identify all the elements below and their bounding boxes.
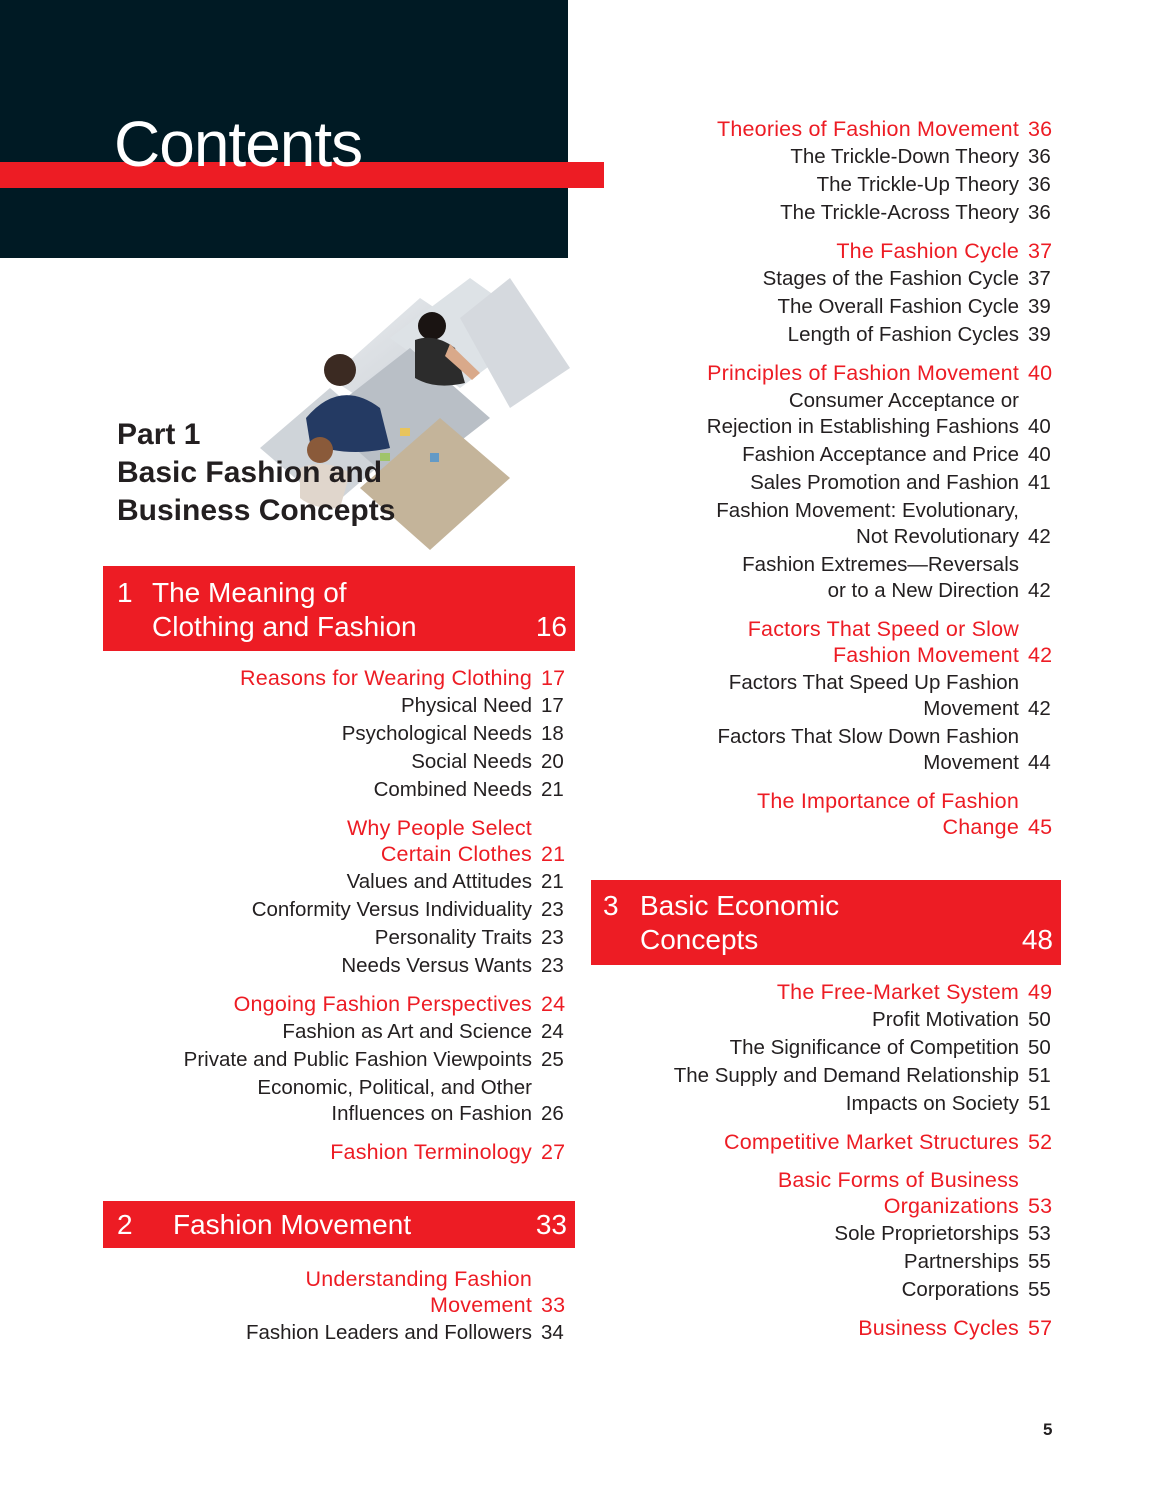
toc-entry-title: Organizations — [883, 1194, 1019, 1218]
toc-entry-title: Fashion Movement — [832, 643, 1019, 667]
toc-entry-page: 40 — [1028, 361, 1053, 385]
toc-entry-page: 25 — [541, 1048, 564, 1071]
toc-entry-title: Movement — [923, 697, 1019, 720]
toc-section-link[interactable] — [103, 991, 569, 1017]
toc-entry-title: Partnerships — [903, 1250, 1019, 1273]
toc-subsection-link[interactable] — [103, 1047, 569, 1073]
toc-subsection-link[interactable] — [590, 388, 1056, 414]
toc-subsection-link[interactable] — [590, 442, 1056, 468]
toc-entry-title: Fashion Extremes—Reversals — [742, 553, 1019, 576]
toc-entry-title: Corporations — [901, 1278, 1019, 1301]
toc-entry-page: 37 — [1028, 267, 1051, 290]
toc-entry-title: Understanding Fashion — [305, 1267, 532, 1291]
toc-entry-page: 36 — [1028, 173, 1051, 196]
toc-section-link[interactable] — [103, 815, 569, 841]
toc-subsection-link[interactable] — [103, 897, 569, 923]
toc-subsection-link[interactable] — [103, 869, 569, 895]
toc-subsection-link[interactable] — [103, 1019, 569, 1045]
toc-subsection-link[interactable] — [590, 322, 1056, 348]
toc-entry-title: Principles of Fashion Movement — [707, 361, 1019, 385]
toc-entry-title: Ongoing Fashion Perspectives — [233, 992, 532, 1016]
toc-entry-page: 42 — [1028, 643, 1053, 667]
toc-subsection-link[interactable] — [103, 693, 569, 719]
toc-entry-title: Competitive Market Structures — [724, 1130, 1019, 1154]
toc-subsection-link[interactable] — [590, 578, 1056, 604]
toc-entry-page: 27 — [541, 1140, 566, 1164]
chapter-2-continued-entries — [590, 116, 1056, 840]
toc-entry-page: 53 — [1028, 1222, 1051, 1245]
toc-section-link[interactable] — [103, 665, 569, 691]
toc-entry-page: 34 — [541, 1321, 564, 1344]
toc-subsection-link[interactable] — [590, 696, 1056, 722]
toc-entry-title: Movement — [923, 751, 1019, 774]
toc-subsection-link[interactable] — [590, 470, 1056, 496]
toc-entry-page: 42 — [1028, 525, 1051, 548]
chapter-2-bar[interactable] — [103, 1201, 575, 1248]
toc-entry-title: Psychological Needs — [341, 722, 532, 745]
toc-entry-title: Influences on Fashion — [331, 1102, 532, 1125]
toc-subsection-link[interactable] — [590, 670, 1056, 696]
toc-entry-page: 39 — [1028, 295, 1051, 318]
part-number: Part 1 — [117, 418, 201, 451]
toc-section-link[interactable] — [103, 1292, 569, 1318]
toc-entry-page: 49 — [1028, 980, 1053, 1004]
toc-entry-page: 24 — [541, 1020, 564, 1043]
toc-section-link[interactable] — [590, 238, 1056, 264]
toc-entry-page: 50 — [1028, 1008, 1051, 1031]
toc-section-link[interactable] — [590, 1193, 1056, 1219]
toc-entry-title: Change — [942, 815, 1019, 839]
toc-entry-title: Values and Attitudes — [346, 870, 532, 893]
toc-entry-title: The Trickle-Across Theory — [780, 201, 1019, 224]
toc-entry-title: Rejection in Establishing Fashions — [706, 415, 1019, 438]
toc-entry-title: Conformity Versus Individuality — [251, 898, 532, 921]
toc-subsection-link[interactable] — [103, 1101, 569, 1127]
toc-entry-page: 21 — [541, 778, 564, 801]
toc-entry-title: Movement — [430, 1293, 532, 1317]
toc-section-link[interactable] — [590, 116, 1056, 142]
toc-entry-title: Factors That Slow Down Fashion — [717, 725, 1019, 748]
toc-entry-page: 44 — [1028, 751, 1051, 774]
toc-section-link[interactable] — [590, 814, 1056, 840]
toc-entry-page: 55 — [1028, 1278, 1051, 1301]
toc-subsection-link[interactable] — [590, 724, 1056, 750]
toc-entry-page: 41 — [1028, 471, 1051, 494]
toc-section-link[interactable] — [590, 979, 1056, 1005]
page-title: Contents — [114, 108, 363, 180]
toc-subsection-link[interactable] — [590, 200, 1056, 226]
toc-entry-page: 55 — [1028, 1250, 1051, 1273]
toc-entry-title: Theories of Fashion Movement — [717, 117, 1019, 141]
toc-entry-title: Sole Proprietorships — [834, 1222, 1019, 1245]
toc-entry-title: The Importance of Fashion — [757, 789, 1019, 813]
toc-entry-title: Personality Traits — [374, 926, 532, 949]
toc-entry-title: The Trickle-Down Theory — [790, 145, 1019, 168]
toc-subsection-link[interactable] — [103, 953, 569, 979]
toc-entry-page: 23 — [541, 898, 564, 921]
toc-entry-title: The Overall Fashion Cycle — [777, 295, 1019, 318]
chapter-title-line2: Concepts — [640, 924, 759, 955]
toc-section-link[interactable] — [590, 1167, 1056, 1193]
toc-entry-page: 53 — [1028, 1194, 1053, 1218]
toc-entry-title: Profit Motivation — [872, 1008, 1019, 1031]
toc-subsection-link[interactable] — [590, 1091, 1056, 1117]
toc-entry-title: Needs Versus Wants — [341, 954, 532, 977]
toc-section-link[interactable] — [103, 841, 569, 867]
toc-entry-page: 20 — [541, 750, 564, 773]
toc-subsection-link[interactable] — [590, 414, 1056, 440]
toc-entry-title: Impacts on Society — [845, 1092, 1019, 1115]
toc-entry-title: The Significance of Competition — [729, 1036, 1019, 1059]
toc-entry-page: 45 — [1028, 815, 1053, 839]
toc-entry-page: 21 — [541, 870, 564, 893]
toc-entry-page: 21 — [541, 842, 566, 866]
toc-entry-title: Fashion Leaders and Followers — [245, 1321, 532, 1344]
toc-section-link[interactable] — [590, 360, 1056, 386]
toc-subsection-link[interactable] — [590, 552, 1056, 578]
toc-entry-title: Social Needs — [411, 750, 532, 773]
toc-entry-page: 42 — [1028, 579, 1051, 602]
toc-subsection-link[interactable] — [590, 498, 1056, 524]
toc-section-link[interactable] — [103, 1139, 569, 1165]
chapter-number: 2 — [117, 1209, 133, 1240]
chapter-2-entries — [103, 1266, 569, 1346]
toc-section-link[interactable] — [103, 1266, 569, 1292]
toc-entry-title: Fashion Acceptance and Price — [742, 443, 1019, 466]
toc-subsection-link[interactable] — [590, 144, 1056, 170]
toc-entry-page: 51 — [1028, 1064, 1051, 1087]
toc-entry-title: Fashion as Art and Science — [282, 1020, 532, 1043]
toc-entry-title: Basic Forms of Business — [777, 1168, 1019, 1192]
toc-entry-title: or to a New Direction — [827, 579, 1019, 602]
toc-entry-page: 57 — [1028, 1316, 1053, 1340]
toc-subsection-link[interactable] — [103, 1320, 569, 1346]
toc-entry-page: 36 — [1028, 117, 1053, 141]
toc-section-link[interactable] — [590, 1315, 1056, 1341]
toc-subsection-link[interactable] — [103, 721, 569, 747]
toc-entry-page: 36 — [1028, 145, 1051, 168]
toc-entry-page: 42 — [1028, 697, 1051, 720]
chapter-number: 3 — [603, 890, 619, 921]
part-heading — [117, 416, 395, 530]
chapter-3-entries — [590, 979, 1056, 1341]
toc-subsection-link[interactable] — [103, 777, 569, 803]
toc-entry-title: The Trickle-Up Theory — [816, 173, 1019, 196]
toc-subsection-link[interactable] — [590, 1221, 1056, 1247]
toc-entry-page: 36 — [1028, 201, 1051, 224]
chapter-page: 16 — [535, 611, 567, 642]
toc-subsection-link[interactable] — [590, 1249, 1056, 1275]
toc-subsection-link[interactable] — [590, 750, 1056, 776]
toc-entry-title: Sales Promotion and Fashion — [750, 471, 1019, 494]
toc-entry-page: 23 — [541, 954, 564, 977]
toc-subsection-link[interactable] — [590, 1277, 1056, 1303]
toc-entry-title: Business Cycles — [858, 1316, 1019, 1340]
toc-entry-title: Reasons for Wearing Clothing — [239, 666, 532, 690]
toc-entry-title: Not Revolutionary — [856, 525, 1019, 548]
toc-entry-title: Fashion Movement: Evolutionary, — [716, 499, 1019, 522]
toc-subsection-link[interactable] — [590, 266, 1056, 292]
toc-section-link[interactable] — [590, 642, 1056, 668]
toc-entry-page: 40 — [1028, 443, 1051, 466]
toc-subsection-link[interactable] — [590, 294, 1056, 320]
chapter-title-line1: Basic Economic — [640, 890, 840, 921]
chapter-title-line1: Fashion Movement — [173, 1209, 412, 1240]
toc-subsection-link[interactable] — [103, 1075, 569, 1101]
toc-subsection-link[interactable] — [103, 749, 569, 775]
toc-entry-page: 26 — [541, 1102, 564, 1125]
toc-entry-page: 24 — [541, 992, 566, 1016]
chapter-1-bar[interactable] — [103, 566, 575, 651]
toc-entry-page: 37 — [1028, 239, 1053, 263]
chapter-title-line1: The Meaning of — [152, 577, 347, 608]
toc-entry-title: The Supply and Demand Relationship — [673, 1064, 1019, 1087]
toc-entry-title: Length of Fashion Cycles — [787, 323, 1019, 346]
toc-entry-title: Economic, Political, and Other — [257, 1076, 532, 1099]
chapter-1-entries — [103, 665, 569, 1165]
toc-entry-page: 23 — [541, 926, 564, 949]
chapter-page: 48 — [1021, 924, 1053, 955]
toc-section-link[interactable] — [590, 616, 1056, 642]
toc-entry-page: 18 — [541, 722, 564, 745]
toc-section-link[interactable] — [590, 1129, 1056, 1155]
chapter-3-bar[interactable] — [591, 880, 1061, 965]
toc-entry-page: 33 — [541, 1293, 566, 1317]
toc-subsection-link[interactable] — [103, 925, 569, 951]
toc-entry-page: 52 — [1028, 1130, 1053, 1154]
chapter-number: 1 — [117, 577, 133, 608]
toc-subsection-link[interactable] — [590, 524, 1056, 550]
toc-entry-title: The Free-Market System — [776, 980, 1019, 1004]
toc-entry-title: Stages of the Fashion Cycle — [762, 267, 1019, 290]
toc-entry-title: Why People Select — [346, 816, 532, 840]
toc-entry-title: The Fashion Cycle — [836, 239, 1019, 263]
toc-subsection-link[interactable] — [590, 1063, 1056, 1089]
toc-entry-title: Combined Needs — [373, 778, 532, 801]
toc-entry-title: Factors That Speed or Slow — [747, 617, 1019, 641]
toc-entry-page: 39 — [1028, 323, 1051, 346]
toc-entry-page: 51 — [1028, 1092, 1051, 1115]
chapter-page: 33 — [535, 1209, 567, 1240]
toc-entry-title: Physical Need — [400, 694, 532, 717]
toc-entry-title: Consumer Acceptance or — [788, 389, 1019, 412]
toc-entry-page: 17 — [541, 666, 566, 690]
toc-entry-page: 50 — [1028, 1036, 1051, 1059]
toc-subsection-link[interactable] — [590, 1035, 1056, 1061]
toc-entry-title: Private and Public Fashion Viewpoints — [183, 1048, 532, 1071]
toc-entry-title: Fashion Terminology — [330, 1140, 532, 1164]
toc-subsection-link[interactable] — [590, 1007, 1056, 1033]
toc-entry-page: 17 — [541, 694, 564, 717]
toc-entry-page: 40 — [1028, 415, 1051, 438]
toc-entry-title: Factors That Speed Up Fashion — [728, 671, 1019, 694]
toc-subsection-link[interactable] — [590, 172, 1056, 198]
part-title-line: Business Concepts — [117, 494, 396, 527]
toc-entry-title: Certain Clothes — [380, 842, 532, 866]
chapter-title-line2: Clothing and Fashion — [152, 611, 417, 642]
toc-section-link[interactable] — [590, 788, 1056, 814]
part-title-line: Basic Fashion and — [117, 456, 383, 489]
page-number: 5 — [1043, 1420, 1053, 1439]
